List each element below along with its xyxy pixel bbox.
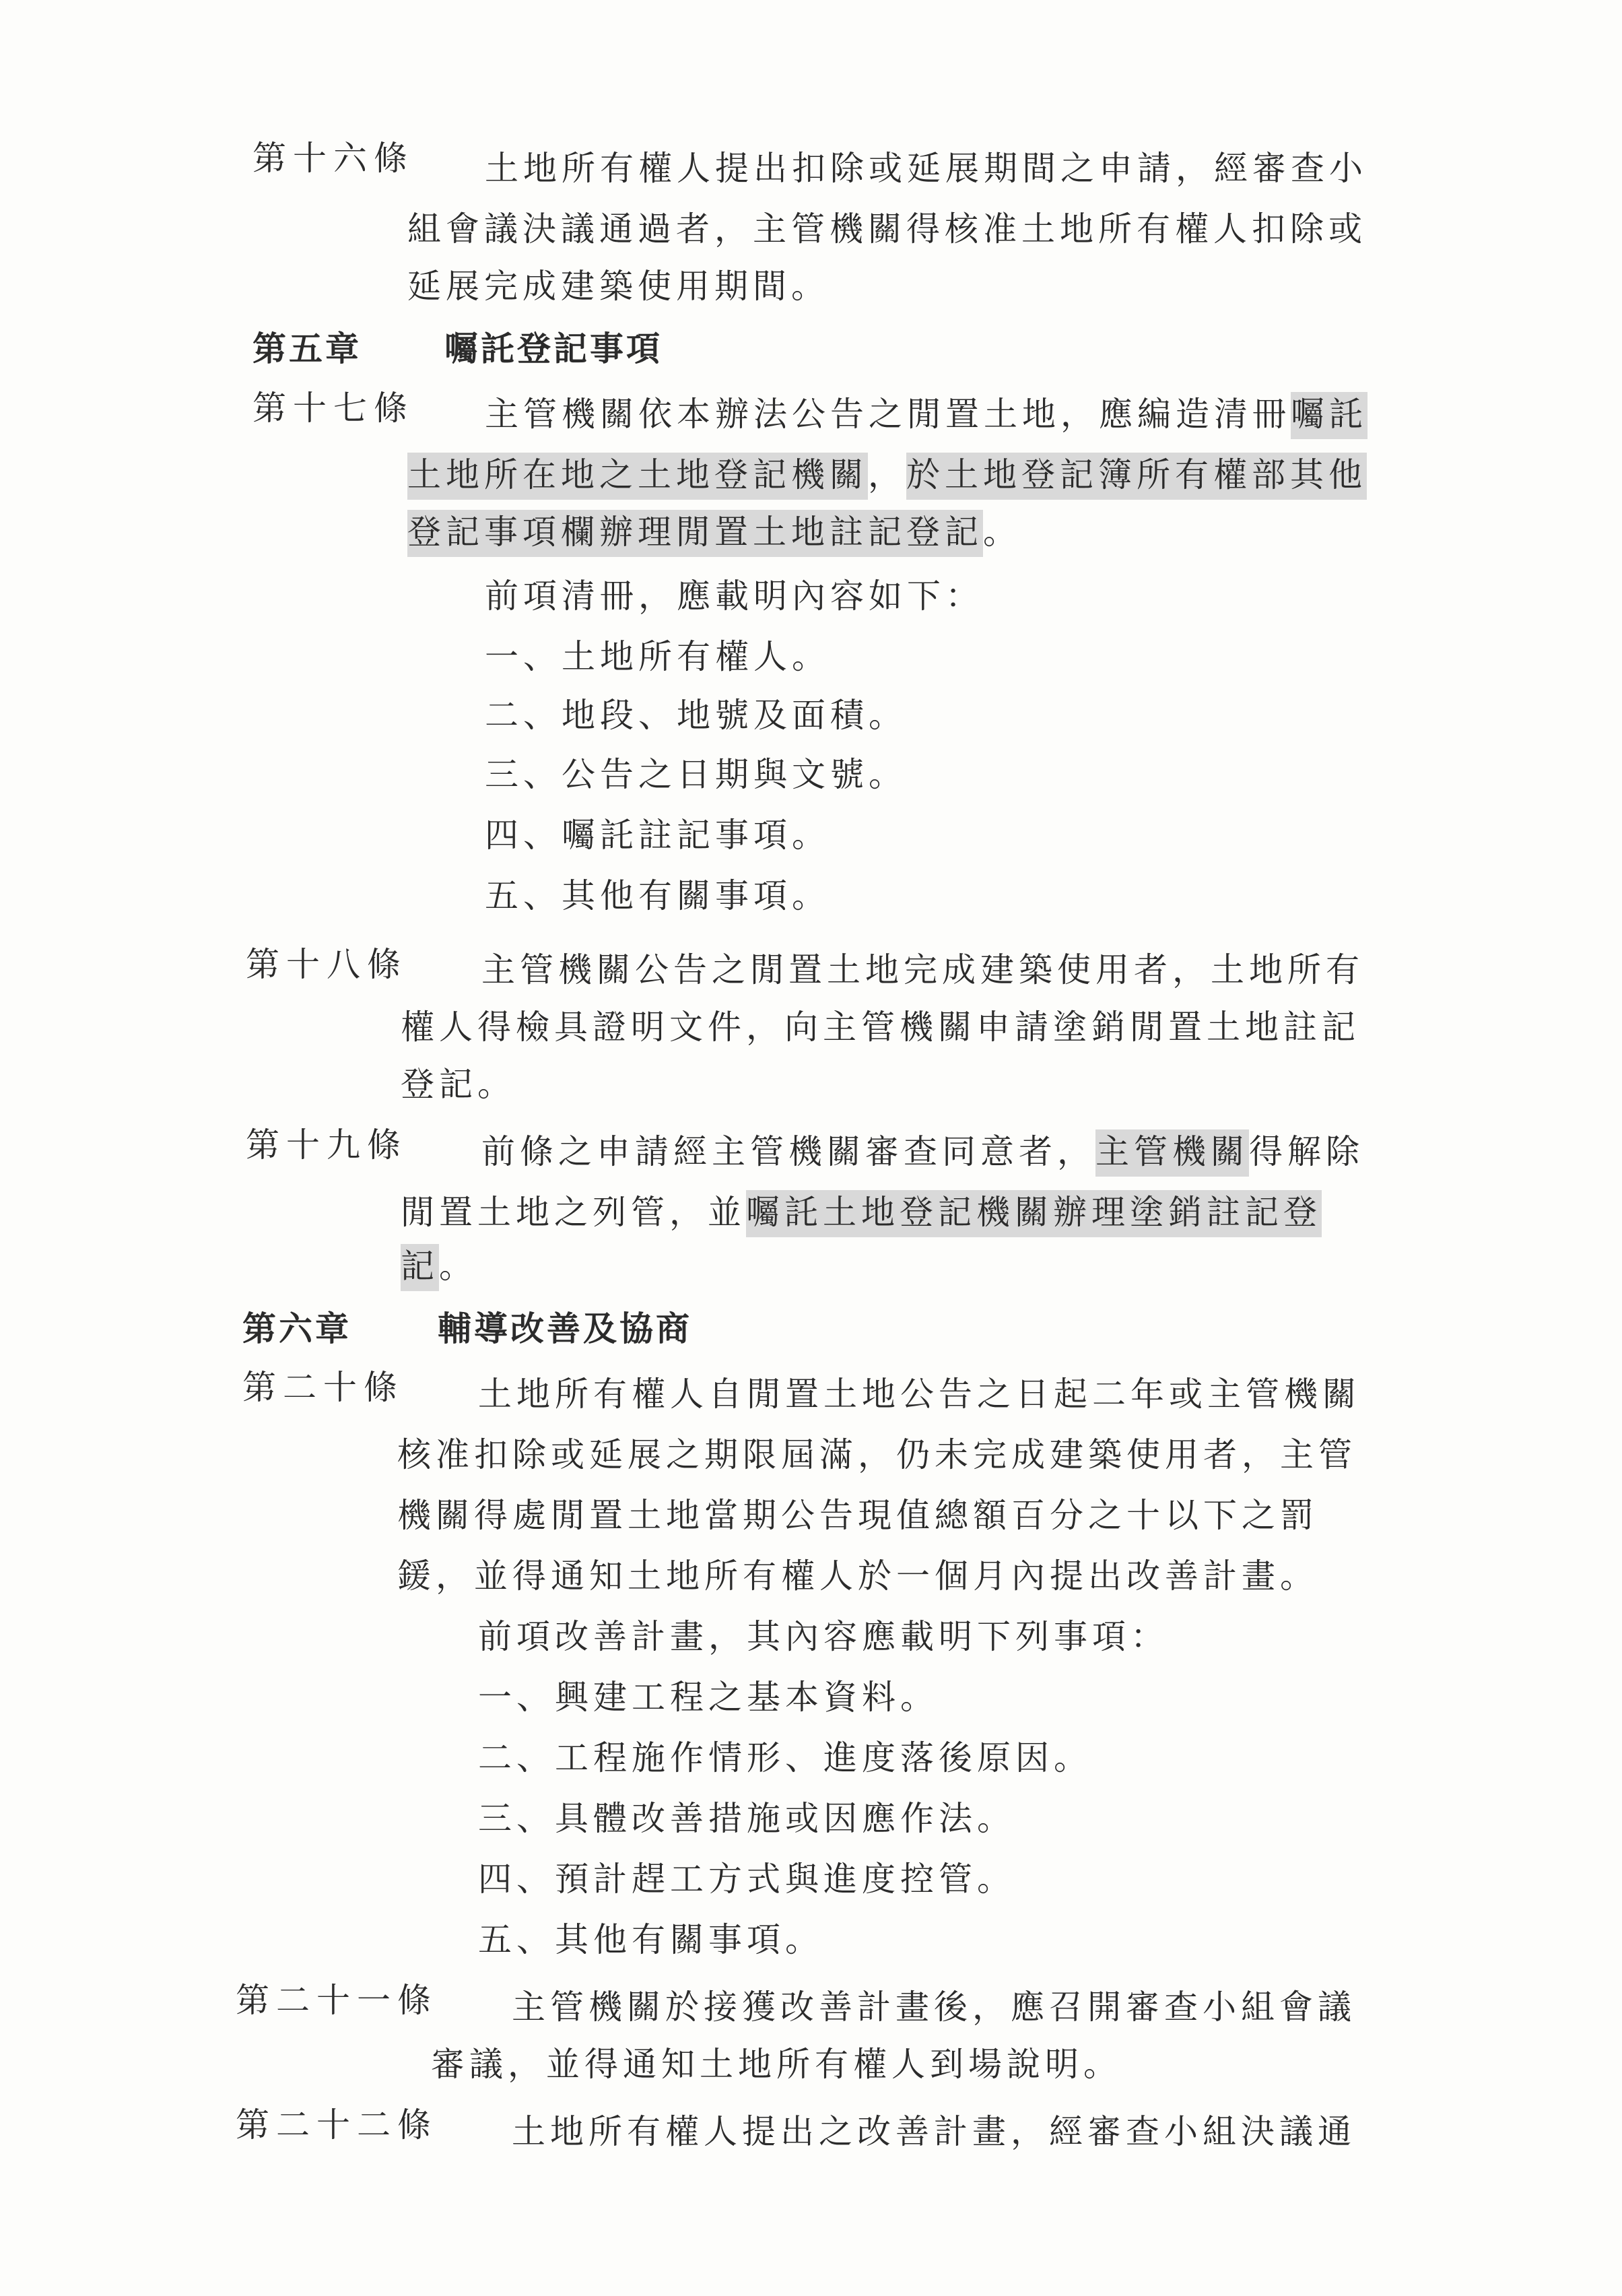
article-22-label: 第二十二條 (236, 2105, 438, 2144)
article-22-line-1: 土地所有權人提出之改善計畫，經審查小組決議通 (512, 2112, 1356, 2151)
article-17-line-1 (485, 387, 1367, 441)
article-16-line-3: 延展完成建築使用期間。 (407, 267, 830, 306)
article-19-text: 閒置土地之列管，並 (401, 1193, 746, 1232)
article-19-line-2 (401, 1185, 1322, 1239)
article-16-line-1: 土地所有權人提出扣除或延展期間之申請，經審查小 (485, 149, 1367, 188)
article-20-line-3: 機關得處閒置土地當期公告現值總額百分之十以下之罰 (397, 1496, 1318, 1535)
article-17-paragraph-2: 前項清冊，應載明內容如下： (485, 577, 984, 616)
list-item: 四、預計趕工方式與進度控管。 (478, 1860, 1015, 1899)
article-19-text: 。 (439, 1247, 477, 1286)
highlight-text: 於土地登記簿所有權部其他 (906, 453, 1367, 500)
list-item: 一、土地所有權人。 (485, 637, 830, 676)
list-item: 二、工程施作情形、進度落後原因。 (478, 1738, 1092, 1777)
article-19-text: 得解除 (1249, 1132, 1364, 1171)
article-20-line-1: 土地所有權人自閒置土地公告之日起二年或主管機關 (478, 1375, 1361, 1414)
article-19-line-3 (401, 1239, 477, 1293)
highlight-text: 土地所在地之土地登記機關 (407, 453, 868, 500)
article-17-line-2 (407, 448, 1367, 502)
article-20-paragraph-2: 前項改善計畫，其內容應載明下列事項： (478, 1617, 1169, 1656)
list-item: 二、地段、地號及面積。 (485, 696, 907, 735)
article-17-text: ， (868, 455, 906, 494)
article-17-text: 主管機關依本辦法公告之閒置土地，應編造清冊 (485, 395, 1291, 434)
article-21-line-2: 審議，並得通知土地所有權人到場說明。 (431, 2045, 1122, 2084)
list-item: 三、公告之日期與文號。 (485, 755, 907, 794)
article-20-label: 第二十條 (242, 1368, 404, 1407)
highlight-text: 主管機關 (1095, 1129, 1249, 1177)
article-17-text: 。 (983, 513, 1021, 552)
chapter-6-title: 輔導改善及協商 (438, 1309, 692, 1348)
article-18-label: 第十八條 (246, 945, 407, 984)
article-17-line-3 (407, 505, 1021, 559)
chapter-6-label: 第六章 (242, 1309, 351, 1348)
highlight-text: 囑託 (1291, 392, 1367, 439)
highlight-text: 囑託土地登記機關辦理塗銷註記登 (746, 1190, 1322, 1237)
article-19-text: 前條之申請經主管機關審查同意者， (481, 1132, 1095, 1171)
highlight-text: 登記事項欄辦理閒置土地註記登記 (407, 510, 983, 557)
chapter-5-label: 第五章 (252, 329, 362, 368)
list-item: 四、囑託註記事項。 (485, 816, 830, 855)
chapter-5-title: 囑託登記事項 (444, 329, 663, 368)
list-item: 三、具體改善措施或因應作法。 (478, 1799, 1015, 1838)
list-item: 一、興建工程之基本資料。 (478, 1678, 939, 1717)
article-17-label: 第十七條 (252, 389, 414, 428)
highlight-text: 記 (401, 1244, 439, 1291)
article-19-label: 第十九條 (246, 1125, 407, 1165)
article-19-line-1 (481, 1125, 1364, 1179)
list-item: 五、其他有關事項。 (478, 1920, 823, 1959)
article-18-line-1: 主管機關公告之閒置土地完成建築使用者，土地所有 (481, 950, 1364, 989)
article-21-label: 第二十一條 (236, 1981, 438, 2020)
article-20-line-4: 鍰，並得通知土地所有權人於一個月內提出改善計畫。 (397, 1556, 1318, 1596)
article-20-line-2: 核准扣除或延展之期限屆滿，仍未完成建築使用者，主管 (397, 1435, 1357, 1474)
article-18-line-2: 權人得檢具證明文件，向主管機關申請塗銷閒置土地註記 (401, 1008, 1360, 1047)
article-21-line-1: 主管機關於接獲改善計畫後，應召開審查小組會議 (512, 1988, 1356, 2027)
article-16-label: 第十六條 (252, 139, 414, 178)
article-18-line-3: 登記。 (401, 1065, 516, 1104)
list-item: 五、其他有關事項。 (485, 876, 830, 915)
article-16-line-2: 組會議決議通過者，主管機關得核准土地所有權人扣除或 (407, 209, 1367, 249)
